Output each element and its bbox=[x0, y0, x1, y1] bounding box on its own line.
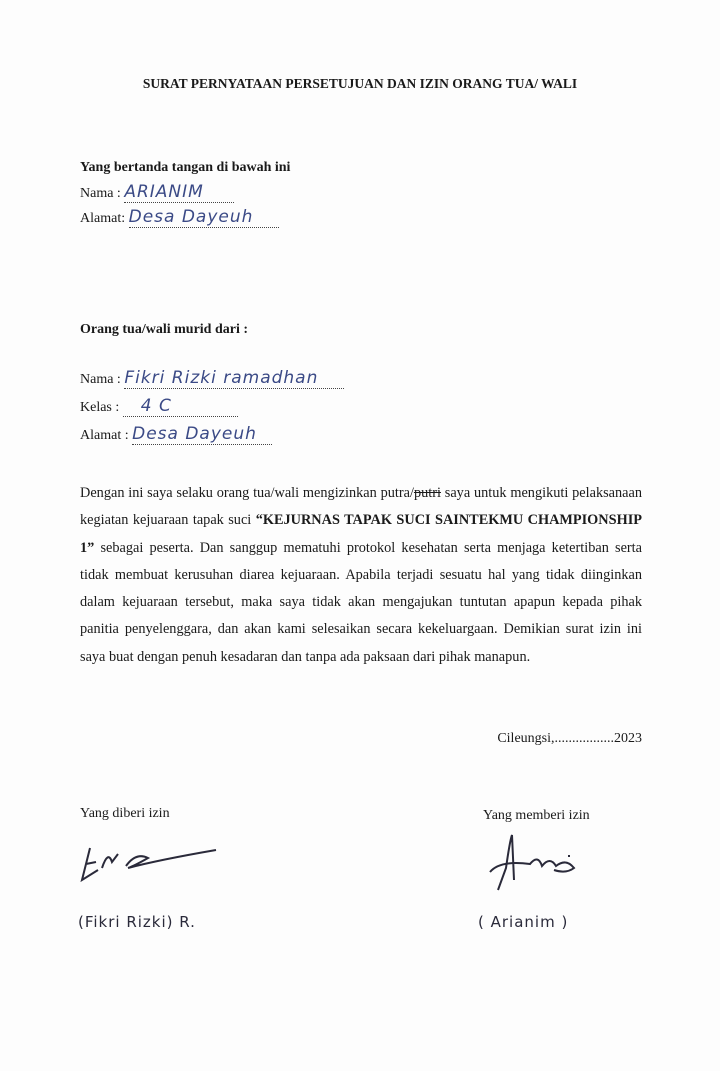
statement-part-2: saya untuk mengikuti pelaksanaan kegiatan kejuaraan tapak suci bbox=[80, 485, 642, 529]
right-signature bbox=[470, 830, 590, 900]
statement-part-1: Dengan ini saya selaku orang tua/wali mengizinkan putra/ bbox=[80, 485, 414, 501]
place-date: Cileungsi,.................2023 bbox=[497, 731, 642, 746]
student-name-label: Nama : bbox=[80, 372, 121, 387]
event-name: “KEJURNAS TAPAK SUCI SAINTEKMU CHAMPIONSHIP 1” bbox=[80, 512, 642, 556]
left-signature bbox=[78, 840, 228, 890]
right-signatory-name: ( Arianim ) bbox=[478, 913, 569, 931]
struck-word: putri bbox=[413, 485, 441, 501]
student-address-row bbox=[80, 424, 272, 445]
parent-address-value: Desa Dayeuh bbox=[129, 207, 279, 228]
student-address-value: Desa Dayeuh bbox=[132, 424, 272, 445]
intro-text: Yang bertanda tangan di bawah ini bbox=[80, 160, 291, 175]
left-signatory-name: (Fikri Rizki) R. bbox=[78, 913, 196, 931]
parent-address-row bbox=[80, 207, 279, 228]
letter-title: SURAT PERNYATAAN PERSETUJUAN DAN IZIN ORANG TUA/ WALI bbox=[142, 76, 578, 91]
student-name-row bbox=[80, 368, 344, 389]
statement-part-3: sebagai peserta. Dan sanggup mematuhi protokol kesehatan serta menjaga ketertiban serta tidak membuat kerusuhan diarea kejuaraan. Apabila terjadi sesuatu hal yang tidak diinginkan dalam kejuaraan tersebut, maka saya tidak akan mengajukan tuntutan apapun kepada pihak panitia penyelenggara, dan akan kami selesaikan secara kekeluargaan. Demikian surat izin ini saya buat dengan penuh kesadaran dan tanpa ada paksaan dari pihak manapun. bbox=[80, 539, 642, 665]
parent-name-row bbox=[80, 182, 234, 203]
student-class-label: Kelas : bbox=[80, 400, 120, 415]
student-heading: Orang tua/wali murid dari : bbox=[80, 322, 249, 337]
student-address-label: Alamat : bbox=[80, 428, 129, 443]
student-class-row bbox=[80, 396, 238, 417]
parent-name-value: ARIANIM bbox=[124, 182, 234, 203]
left-signature-label: Yang diberi izin bbox=[80, 806, 170, 821]
statement-paragraph bbox=[80, 480, 642, 671]
right-signature-label: Yang memberi izin bbox=[483, 808, 590, 823]
parent-name-label: Nama : bbox=[80, 186, 121, 201]
parent-address-label: Alamat: bbox=[80, 211, 126, 226]
student-name-value: Fikri Rizki ramadhan bbox=[124, 368, 344, 389]
student-class-value: 4 C bbox=[123, 396, 238, 417]
